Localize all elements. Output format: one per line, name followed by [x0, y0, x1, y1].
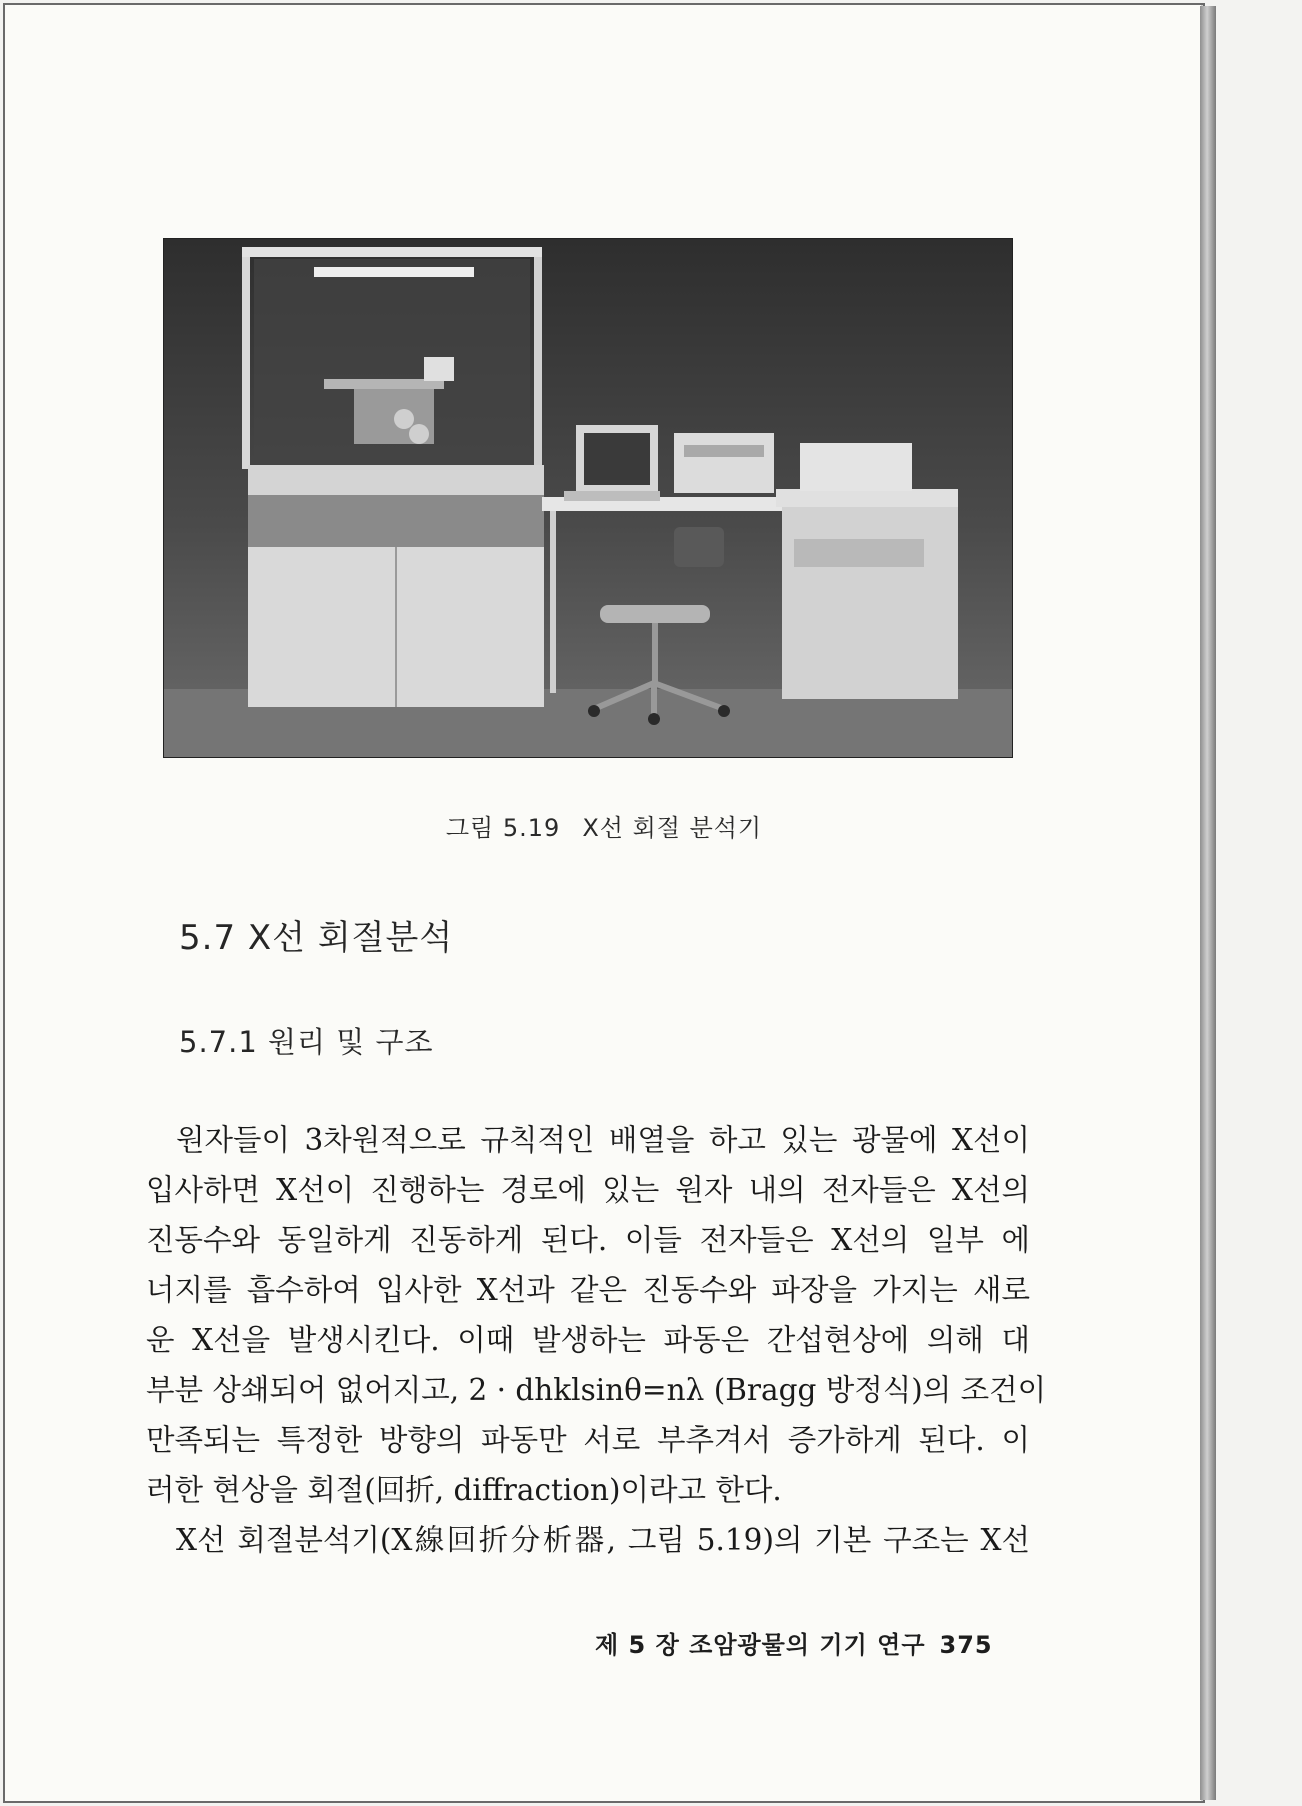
- body-line: 원자들이 3차원적으로 규칙적인 배열을 하고 있는 광물에 X선이: [176, 1123, 1030, 1157]
- page-edge-shadow: [1200, 6, 1216, 1800]
- subsection-title: 5.7.1 원리 및 구조: [179, 1025, 434, 1059]
- section-title: 5.7 X선 회절분석: [179, 918, 454, 958]
- body-line: X선 회절분석기(X線回折分析器, 그림 5.19)의 기본 구조는 X선: [176, 1523, 1030, 1557]
- page-footer: [595, 1625, 993, 1660]
- figure-caption-text: X선 회절 분석기: [582, 814, 763, 842]
- figure-caption: [5, 808, 1203, 843]
- body-line: 운 X선을 발생시킨다. 이때 발생하는 파동은 간섭현상에 의해 대: [146, 1323, 1030, 1357]
- body-line: 만족되는 특정한 방향의 파동만 서로 부추겨서 증가하게 된다. 이: [146, 1423, 1030, 1457]
- body-line: 너지를 흡수하여 입사한 X선과 같은 진동수와 파장을 가지는 새로: [146, 1273, 1030, 1307]
- body-paragraphs: [146, 1115, 1047, 1565]
- body-line: 진동수와 동일하게 진동하게 된다. 이들 전자들은 X선의 일부 에: [146, 1223, 1030, 1257]
- body-line: 부분 상쇄되어 없어지고, 2 · dhklsinθ=nλ (Bragg 방정식)의 조건이: [146, 1373, 1047, 1407]
- body-line: 입사하면 X선이 진행하는 경로에 있는 원자 내의 전자들은 X선의: [146, 1173, 1030, 1207]
- figure-caption-label: 그림 5.19: [445, 814, 561, 842]
- chapter-label: 제 5 장 조암광물의 기기 연구: [595, 1631, 926, 1659]
- book-page: [3, 3, 1205, 1803]
- body-line: 러한 현상을 회절(回折, diffraction)이라고 한다.: [146, 1473, 782, 1507]
- xrd-instrument-photo: [163, 238, 1013, 758]
- page-number: 375: [939, 1631, 993, 1659]
- xrd-instrument-illustration: [164, 239, 1012, 757]
